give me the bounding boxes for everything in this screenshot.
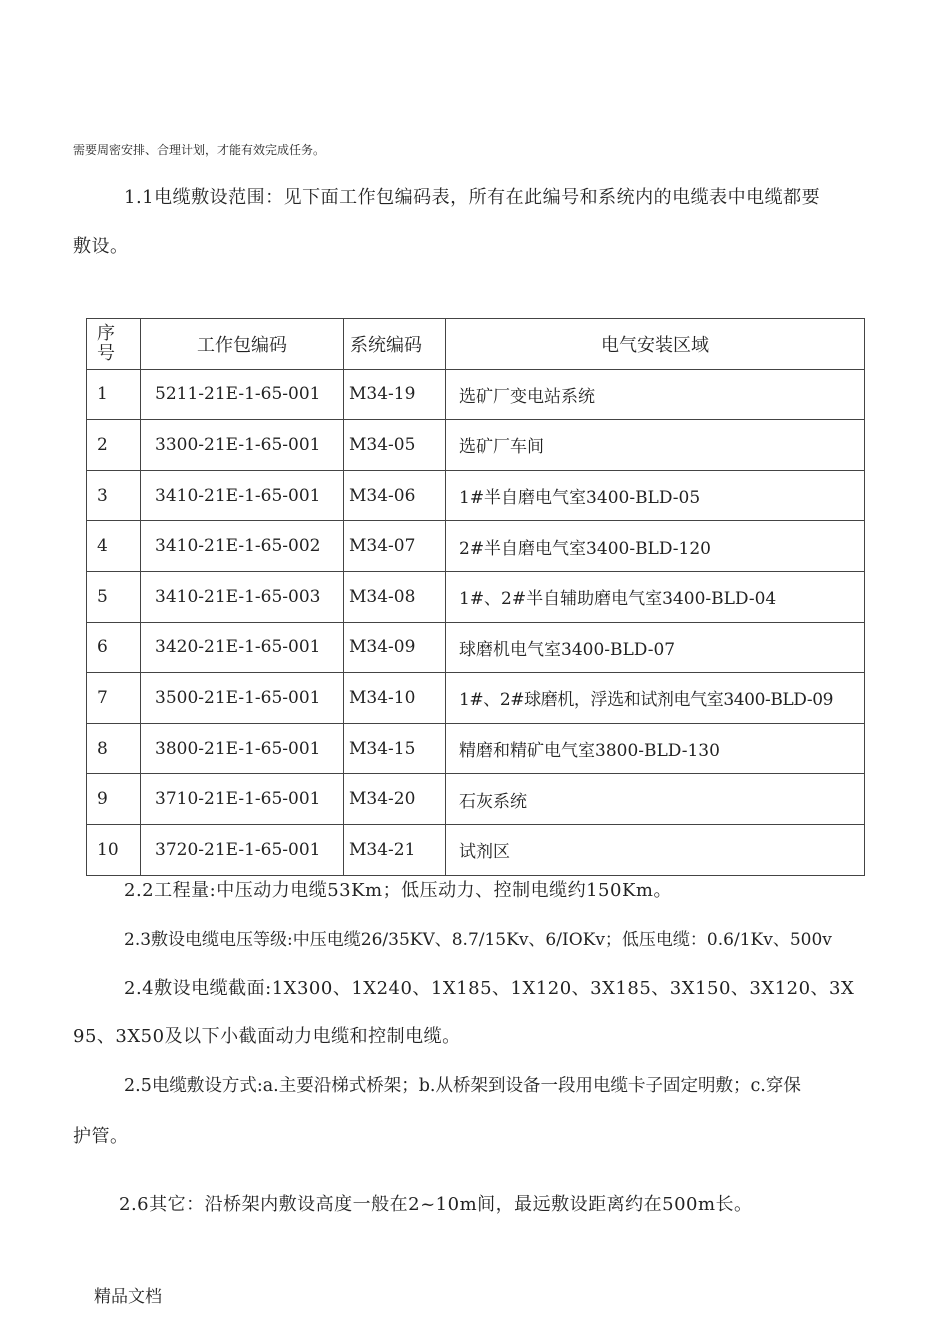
cell-seq: 9 [87, 774, 141, 825]
section-2-6: 2.6其它：沿桥架内敷设高度一般在2~10m间，最远敷设距离约在500m长。 [119, 1194, 753, 1215]
cell-work-package-code: 3420-21E-1-65-001 [141, 622, 344, 673]
table-row [87, 521, 865, 572]
section-2-2: 2.2工程量:中压动力电缆53Km；低压动力、控制电缆约150Km。 [124, 880, 672, 901]
table-row [87, 774, 865, 825]
header-seq: 序号 [87, 319, 141, 370]
table-row [87, 470, 865, 521]
section-2-4-line1: 2.4敷设电缆截面:1X300、1X240、1X185、1X120、3X185、3X150、3X120、3X [124, 978, 855, 999]
cell-installation-area: 选矿厂变电站系统 [446, 369, 865, 420]
work-package-table [86, 318, 865, 876]
cell-work-package-code: 5211-21E-1-65-001 [141, 369, 344, 420]
cell-installation-area: 试剂区 [446, 824, 865, 875]
cell-seq: 5 [87, 571, 141, 622]
table-row [87, 824, 865, 875]
cell-work-package-code: 3410-21E-1-65-003 [141, 571, 344, 622]
cell-system-code: M34-06 [344, 470, 446, 521]
cell-system-code: M34-19 [344, 369, 446, 420]
table-row [87, 420, 865, 471]
cell-installation-area: 选矿厂车间 [446, 420, 865, 471]
section-2-3: 2.3敷设电缆电压等级:中压电缆26/35KV、8.7/15Kv、6/IOKv；低压电缆：0.6/1Kv、500v [124, 930, 832, 950]
cell-system-code: M34-15 [344, 723, 446, 774]
cell-seq: 7 [87, 673, 141, 724]
cell-system-code: M34-05 [344, 420, 446, 471]
cell-installation-area: 石灰系统 [446, 774, 865, 825]
header-system-code: 系统编码 [344, 319, 446, 370]
cell-seq: 2 [87, 420, 141, 471]
cell-seq: 10 [87, 824, 141, 875]
cell-work-package-code: 3300-21E-1-65-001 [141, 420, 344, 471]
cell-installation-area: 球磨机电气室3400-BLD-07 [446, 622, 865, 673]
cell-system-code: M34-10 [344, 673, 446, 724]
cell-work-package-code: 3720-21E-1-65-001 [141, 824, 344, 875]
cell-work-package-code: 3500-21E-1-65-001 [141, 673, 344, 724]
table-row [87, 369, 865, 420]
section-2-5-line1: 2.5电缆敷设方式:a.主要沿梯式桥架；b.从桥架到设备一段用电缆卡子固定明敷；c.穿保 [124, 1076, 801, 1096]
cell-seq: 3 [87, 470, 141, 521]
cell-system-code: M34-20 [344, 774, 446, 825]
section-1-1-line2: 敷设。 [73, 236, 129, 257]
cell-seq: 6 [87, 622, 141, 673]
intro-line: 需要周密安排、合理计划，才能有效完成任务。 [73, 143, 326, 157]
cell-work-package-code: 3800-21E-1-65-001 [141, 723, 344, 774]
cell-system-code: M34-09 [344, 622, 446, 673]
cell-installation-area: 1#、2#半自辅助磨电气室3400-BLD-04 [446, 571, 865, 622]
cell-installation-area: 1#半自磨电气室3400-BLD-05 [446, 470, 865, 521]
cell-work-package-code: 3710-21E-1-65-001 [141, 774, 344, 825]
cell-system-code: M34-21 [344, 824, 446, 875]
section-2-5-line2: 护管。 [73, 1126, 129, 1147]
cell-seq: 4 [87, 521, 141, 572]
table-row [87, 622, 865, 673]
header-work-package-code: 工作包编码 [141, 319, 344, 370]
header-installation-area: 电气安装区域 [446, 319, 865, 370]
cell-system-code: M34-07 [344, 521, 446, 572]
footer-label: 精品文档 [94, 1287, 162, 1307]
table-row [87, 723, 865, 774]
cell-work-package-code: 3410-21E-1-65-002 [141, 521, 344, 572]
section-2-4-line2: 95、3X50及以下小截面动力电缆和控制电缆。 [73, 1026, 461, 1047]
table-header-row [87, 319, 865, 370]
cell-work-package-code: 3410-21E-1-65-001 [141, 470, 344, 521]
cell-installation-area: 1#、2#球磨机，浮选和试剂电气室3400-BLD-09 [446, 673, 865, 724]
table-row [87, 673, 865, 724]
cell-system-code: M34-08 [344, 571, 446, 622]
cell-seq: 8 [87, 723, 141, 774]
table-row [87, 571, 865, 622]
cell-installation-area: 精磨和精矿电气室3800-BLD-130 [446, 723, 865, 774]
cell-installation-area: 2#半自磨电气室3400-BLD-120 [446, 521, 865, 572]
cell-seq: 1 [87, 369, 141, 420]
section-1-1-line1: 1.1电缆敷设范围：见下面工作包编码表，所有在此编号和系统内的电缆表中电缆都要 [124, 187, 821, 208]
